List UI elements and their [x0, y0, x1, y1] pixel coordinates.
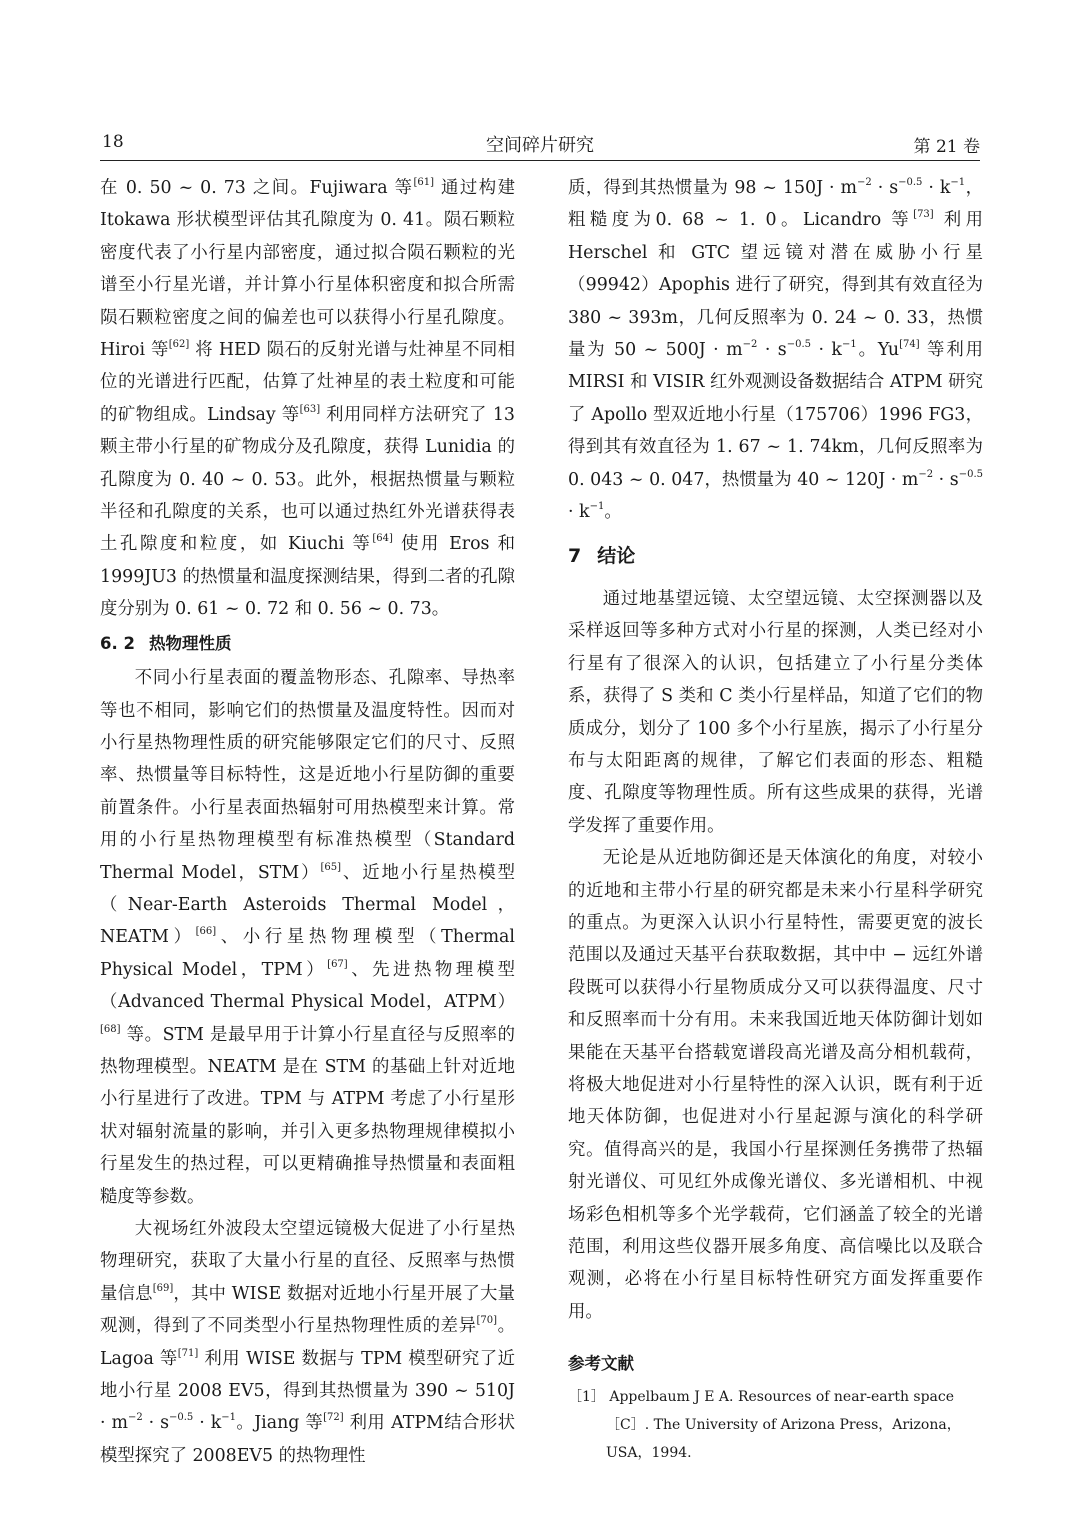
citation[interactable]: [65] — [320, 861, 341, 873]
volume-label: 第 21 卷 — [913, 137, 980, 157]
running-header — [100, 130, 980, 161]
citation[interactable]: [69] — [152, 1282, 174, 1294]
paragraph-conclusion-1: 通过地基望远镜、太空望远镜、太空探测器以及采样返回等多种方式对小行星的探测，人类已经对小行星有了很深入的认识，包括建立了小行星分类体系，获得了 S 类和 C 类小行星样品，知道了它们的物质成分，划分了 100 多个小行星族，揭示了小行星分布与太阳距离的规律，了解它们表面的形态、粗糙度、孔隙度等物理性质。所有这些成果的获得，光谱学发挥了重要作用。 — [568, 588, 983, 836]
left-column — [100, 172, 515, 1472]
citation[interactable]: [66] — [195, 926, 217, 938]
paragraph-conclusion-2: 无论是从近地防御还是天体演化的角度，对较小的近地和主带小行星的研究都是未来小行星科学研究的重点。为更深入认识小行星特性，需要更宽的波长范围以及通过天基平台获取数据，其中中 − 远红外谱段既可以获得小行星物质成分又可以获得温度、尺寸和反照率而十分有用。未来我国近地天体防御计划如果能在天基平台搭载宽谱段高光谱及高分相机载荷，将极大地促进对小行星特性的深入认识，既有利于近地天体防御，也促进对小行星起源与演化的科学研究。值得高兴的是，我国小行星探测任务携带了热辐射光谱仪、可见红外成像光谱仪、多光谱相机、中视场彩色相机等多个光学载荷，它们涵盖了较全的光谱范围，利用这些仪器开展多角度、高信噪比以及联合观测，必将在小行星目标特性研究方面发挥重要作用。 — [568, 848, 983, 1322]
subsection-heading: 6. 2 热物理性质 — [100, 633, 232, 653]
citation[interactable]: [70] — [476, 1315, 498, 1327]
paragraph-thermal-results: 质，得到其热惯量为 98 ~ $150J \cdot m^{-2} \cdot s^{-0.5} \cdot k^{-1}$，粗糙度为0. 68 ~ 1. 0。Licandro 等[73] 利用 Herschel 和 GTC 望远镜对潜在威胁小行星（99942）Apophis 进行了研究，得到其有效直径为 380 ~ 393m，几何反照率为 0. 24 ~ 0. 33，热惯量为 50 ~ $500J \cdot m^{-2} \cdot s^{-0.5} \cdot k^{-1}$。Yu[74] 等利用 MIRSI 和 VISIR 红外观测设备数据结合 ATPM 研究了 Apollo 型双近地小行星（175706）1996 FG3，得到其有效直径为 1. 67 ~ 1. 74km，几何反照率为 0. 043 ~ 0. 047，热惯量为 40 ~ $120J \cdot m^{-2} \cdot s^{-0.5} \cdot k^{-1}$。 — [568, 177, 984, 523]
reference-item: ［1］ Appelbaum J E A. Resources of near-earth space［C］. The University of Arizona Press，Arizona，USA，1994. — [568, 1388, 961, 1461]
paragraph-thermal-models: 不同小行星表面的覆盖物形态、孔隙率、导热率等也不相同，影响它们的热惯量及温度特性。因而对小行星热物理性质的研究能够限定它们的尺寸、反照率、热惯量等目标特性，这是近地小行星防御的重要前置条件。小行星表面热辐射可用热模型来计算。常用的小行星热物理模型有标准热模型（Standard Thermal Model，STM）[65]、近地小行星热模型（Near-Earth Asteroids Thermal Model，NEATM）[66]、小行星热物理模型（Thermal Physical Model，TPM）[67]、先进热物理模型（Advanced Thermal Physical Model，ATPM）[68] 等。STM 是最早用于计算小行星直径与反照率的热物理模型。NEATM 是在 STM 的基础上针对近地小行星进行了改进。TPM 与 ATPM 考虑了小行星形状对辐射流量的影响，并引入更多热物理规律模拟小行星发生的热过程，可以更精确推导热惯量和表面粗糙度等参数。 — [100, 668, 515, 1207]
citation[interactable]: [61] — [413, 177, 435, 188]
paragraph-porosity: 在 0. 50 ~ 0. 73 之间。Fujiwara 等[61] 通过构建 Itokawa 形状模型评估其孔隙度为 0. 41。陨石颗粒密度代表了小行星内部密度，通过拟合陨石颗粒的光谱至小行星光谱，并计算小行星体积密度和拟合所需陨石颗粒密度之间的偏差也可以获得小行星孔隙度。Hiroi 等[62] 将 HED 陨石的反射光谱与灶神星不同相位的光谱进行匹配，估算了灶神星的表土粒度和可能的矿物组成。Lindsay 等[63] 利用同样方法研究了 13 颗主带小行星的矿物成分及孔隙度，获得 Lunidia 的孔隙度为 0. 40 ~ 0. 53。此外，根据热惯量与颗粒半径和孔隙度的关系，也可以通过热红外光谱获得表土孔隙度和粒度，如 Kiuchi 等[64] 使用 Eros 和 1999JU3 的热惯量和温度探测结果，得到二者的孔隙度分别为 0. 61 ~ 0. 72 和 0. 56 ~ 0. 73。 — [100, 177, 516, 620]
citation[interactable]: [63] — [299, 403, 321, 415]
citation[interactable]: [62] — [168, 339, 190, 351]
right-column — [568, 172, 983, 1467]
section-heading-conclusion: 7 结论 — [568, 545, 636, 568]
citation[interactable]: [73] — [913, 209, 934, 221]
references-heading: 参考文献 — [568, 1354, 634, 1374]
citation[interactable]: [71] — [177, 1347, 199, 1359]
citation[interactable]: [68] — [100, 1023, 121, 1035]
citation[interactable]: [67] — [327, 958, 348, 970]
citation[interactable]: [74] — [899, 339, 920, 351]
citation[interactable]: [72] — [323, 1412, 344, 1424]
journal-title: 空间碎片研究 — [486, 135, 594, 156]
citation[interactable]: [64] — [372, 533, 393, 545]
page-number: 18 — [102, 132, 124, 152]
paragraph-infrared-telescopes: 大视场红外波段太空望远镜极大促进了小行星热物理研究，获取了大量小行星的直径、反照率与热惯量信息[69]，其中 WISE 数据对近地小行星开展了大量观测，得到了不同类型小行星热物理性质的差异[70]。Lagoa 等[71] 利用 WISE 数据与 TPM 模型研究了近地小行星 2008 EV5，得到其热惯量为 390 ~ $510J \cdot m^{-2} \cdot s^{-0.5} \cdot k^{-1}$。Jiang 等[72] 利用 ATPM结合形状模型探究了 2008EV5 的热物理性 — [100, 1219, 516, 1466]
